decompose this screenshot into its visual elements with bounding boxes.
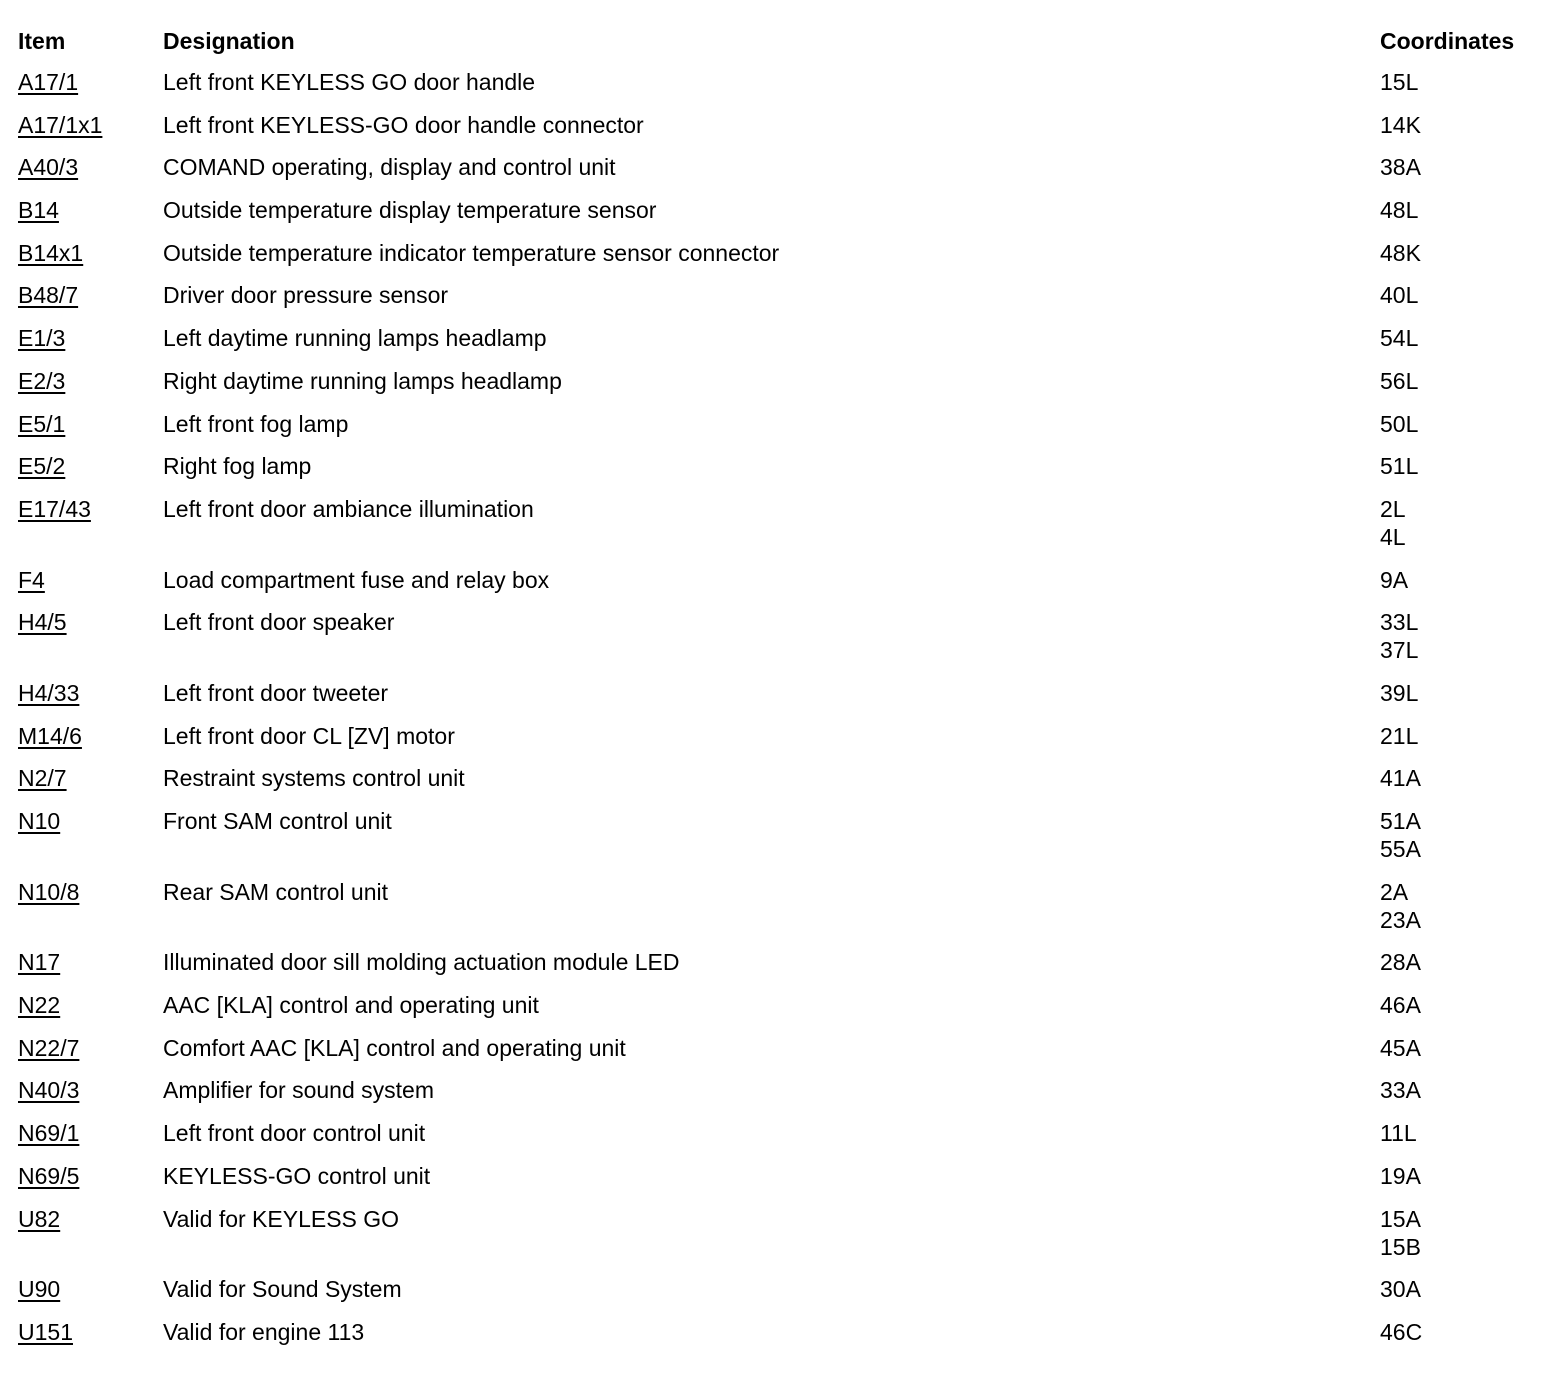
table-row xyxy=(0,1275,1568,1318)
coordinates-cell xyxy=(1380,1034,1421,1062)
coordinate-value: 39L xyxy=(1380,679,1419,706)
table-row xyxy=(0,1119,1568,1162)
designation-text: Left front KEYLESS GO door handle xyxy=(163,69,536,95)
coordinates-cell xyxy=(1380,878,1421,934)
table-row xyxy=(0,807,1568,878)
designation-text: AAC [KLA] control and operating unit xyxy=(163,992,539,1019)
designation-text: Right daytime running lamps headlamp xyxy=(163,367,562,394)
table-row xyxy=(0,566,1568,609)
coordinate-value: 15B xyxy=(1380,1233,1421,1260)
designation-text: Left front fog lamp xyxy=(163,410,349,437)
coordinates-cell xyxy=(1380,1318,1422,1346)
coordinate-value: 2A xyxy=(1380,878,1409,905)
designation-text: Left front door CL [ZV] motor xyxy=(163,722,455,749)
coordinate-value: 40L xyxy=(1380,282,1419,309)
coordinate-value: 48K xyxy=(1380,239,1421,266)
table-row xyxy=(0,324,1568,367)
designation-text: Left daytime running lamps headlamp xyxy=(163,325,547,352)
designation-text: KEYLESS-GO control unit xyxy=(163,1162,431,1189)
coordinate-value: 51L xyxy=(1380,453,1419,480)
coordinate-value: 45A xyxy=(1380,1034,1421,1061)
item-link[interactable]: N17 xyxy=(18,949,61,976)
designation-text: COMAND operating, display and control unit xyxy=(163,154,616,181)
table-body xyxy=(0,68,1568,1361)
coordinates-cell xyxy=(1380,1162,1421,1190)
item-link[interactable]: E17/43 xyxy=(18,495,91,522)
item-link[interactable]: A17/1x1 xyxy=(18,111,103,138)
table-row xyxy=(0,764,1568,807)
designation-text: Driver door pressure sensor xyxy=(163,282,449,309)
item-link[interactable]: E5/1 xyxy=(18,410,66,437)
item-link[interactable]: N2/7 xyxy=(18,765,67,792)
coordinates-cell xyxy=(1380,196,1418,224)
coordinate-value: 46A xyxy=(1380,992,1421,1019)
item-link[interactable]: E2/3 xyxy=(18,367,66,394)
item-link[interactable]: N22 xyxy=(18,992,61,1019)
coordinate-value: 2L xyxy=(1380,495,1406,522)
designation-text: Illuminated door sill molding actuation module LED xyxy=(163,949,680,976)
table-row xyxy=(0,410,1568,453)
table-row xyxy=(0,948,1568,991)
coordinates-cell xyxy=(1380,68,1418,96)
designation-text: Restraint systems control unit xyxy=(163,765,465,792)
table-row xyxy=(0,367,1568,410)
coordinates-cell xyxy=(1380,679,1418,707)
item-link[interactable]: N22/7 xyxy=(18,1034,80,1061)
item-link[interactable]: N10 xyxy=(18,808,61,834)
item-link[interactable]: B14x1 xyxy=(18,239,84,266)
coordinate-value: 15A xyxy=(1380,1205,1421,1232)
table-row xyxy=(0,239,1568,282)
coordinate-value: 14K xyxy=(1380,111,1421,138)
coordinate-value: 11L xyxy=(1380,1120,1417,1147)
table-row xyxy=(0,452,1568,495)
coordinate-value: 48L xyxy=(1380,197,1419,224)
coordinate-value: 33L xyxy=(1380,609,1419,636)
table-row xyxy=(0,1162,1568,1205)
item-link[interactable]: N40/3 xyxy=(18,1077,80,1104)
coordinate-value: 41A xyxy=(1380,765,1421,792)
item-link[interactable]: N69/1 xyxy=(18,1120,80,1147)
table-row xyxy=(0,281,1568,324)
designation-text: Front SAM control unit xyxy=(163,808,392,834)
table-row xyxy=(0,679,1568,722)
coordinates-cell xyxy=(1380,948,1421,976)
table-row xyxy=(0,196,1568,239)
coordinate-value: 21L xyxy=(1380,722,1419,749)
coordinates-cell xyxy=(1380,239,1421,267)
coordinates-cell xyxy=(1380,1119,1417,1147)
coordinates-cell xyxy=(1380,566,1408,594)
coordinates-cell xyxy=(1380,608,1418,664)
designation-text: Load compartment fuse and relay box xyxy=(163,566,550,593)
designation-text: Right fog lamp xyxy=(163,453,312,480)
coordinate-value: 28A xyxy=(1380,949,1421,976)
coordinate-value: 51A xyxy=(1380,808,1421,834)
header-coordinates: Coordinates xyxy=(1380,28,1515,54)
designation-text: Comfort AAC [KLA] control and operating unit xyxy=(163,1034,626,1061)
table-row xyxy=(0,153,1568,196)
table-row xyxy=(0,495,1568,566)
coordinates-cell xyxy=(1380,153,1421,181)
coordinates-cell xyxy=(1380,111,1421,139)
coordinate-value: 15L xyxy=(1380,69,1419,95)
designation-text: Left front door tweeter xyxy=(163,679,389,706)
designation-text: Outside temperature indicator temperature sensor connector xyxy=(163,239,780,266)
item-link[interactable]: M14/6 xyxy=(18,722,82,749)
item-link[interactable]: B48/7 xyxy=(18,282,79,309)
designation-text: Valid for Sound System xyxy=(163,1276,402,1303)
table-row xyxy=(0,991,1568,1034)
header-designation: Designation xyxy=(163,28,295,54)
item-link[interactable]: A40/3 xyxy=(18,154,79,181)
designation-text: Outside temperature display temperature sensor xyxy=(163,197,657,224)
coordinates-cell xyxy=(1380,1076,1421,1104)
coordinates-cell xyxy=(1380,1205,1421,1261)
coordinates-cell xyxy=(1380,991,1421,1019)
coordinates-cell xyxy=(1380,1275,1421,1303)
item-link[interactable]: U82 xyxy=(18,1205,61,1232)
coordinates-cell xyxy=(1380,722,1418,750)
coordinates-cell xyxy=(1380,764,1421,792)
coordinate-value: 30A xyxy=(1380,1276,1421,1303)
item-link[interactable]: B14 xyxy=(18,197,59,224)
item-link[interactable]: N69/5 xyxy=(18,1162,80,1189)
item-link[interactable]: U90 xyxy=(18,1276,61,1303)
coordinate-value: 50L xyxy=(1380,410,1419,437)
item-link[interactable]: H4/5 xyxy=(18,609,67,636)
designation-text: Valid for KEYLESS GO xyxy=(163,1205,400,1232)
coordinate-value: 4L xyxy=(1380,523,1406,550)
coordinates-cell xyxy=(1380,410,1418,438)
item-link[interactable]: N10/8 xyxy=(18,878,80,905)
coordinate-value: 23A xyxy=(1380,906,1421,933)
designation-text: Left front door ambiance illumination xyxy=(163,495,534,522)
coordinates-cell xyxy=(1380,281,1418,309)
designation-text: Left front door control unit xyxy=(163,1120,426,1147)
table-row xyxy=(0,722,1568,765)
coordinates-cell xyxy=(1380,367,1418,395)
coordinate-value: 19A xyxy=(1380,1162,1421,1189)
coordinate-value: 37L xyxy=(1380,637,1419,664)
coordinates-cell xyxy=(1380,495,1406,551)
item-link[interactable]: F4 xyxy=(18,566,45,593)
item-link[interactable]: H4/33 xyxy=(18,679,80,706)
item-link[interactable]: E5/2 xyxy=(18,453,66,480)
table-row xyxy=(0,608,1568,679)
coordinate-value: 46C xyxy=(1380,1318,1423,1345)
coordinate-value: 9A xyxy=(1380,566,1409,593)
coordinate-value: 56L xyxy=(1380,367,1419,394)
coordinate-value: 55A xyxy=(1380,836,1421,862)
item-link[interactable]: A17/1 xyxy=(18,69,79,95)
table-row xyxy=(0,1034,1568,1077)
coordinate-value: 54L xyxy=(1380,325,1419,352)
table-row xyxy=(0,68,1568,111)
designation-text: Amplifier for sound system xyxy=(163,1077,434,1104)
designation-text: Valid for engine 113 xyxy=(163,1318,365,1345)
table-row xyxy=(0,1076,1568,1119)
table-row xyxy=(0,1205,1568,1276)
coordinates-cell xyxy=(1380,807,1421,863)
coordinates-cell xyxy=(1380,324,1418,352)
table-row xyxy=(0,111,1568,154)
coordinate-value: 33A xyxy=(1380,1077,1421,1104)
header-item: Item xyxy=(18,28,66,54)
designation-text: Rear SAM control unit xyxy=(163,878,388,905)
item-link[interactable]: E1/3 xyxy=(18,325,66,352)
table-row xyxy=(0,1318,1568,1361)
item-link[interactable]: U151 xyxy=(18,1318,73,1345)
designation-text: Left front door speaker xyxy=(163,609,395,636)
coordinate-value: 38A xyxy=(1380,154,1421,181)
table-row xyxy=(0,878,1568,949)
designation-text: Left front KEYLESS-GO door handle connector xyxy=(163,111,644,138)
coordinates-cell xyxy=(1380,452,1418,480)
